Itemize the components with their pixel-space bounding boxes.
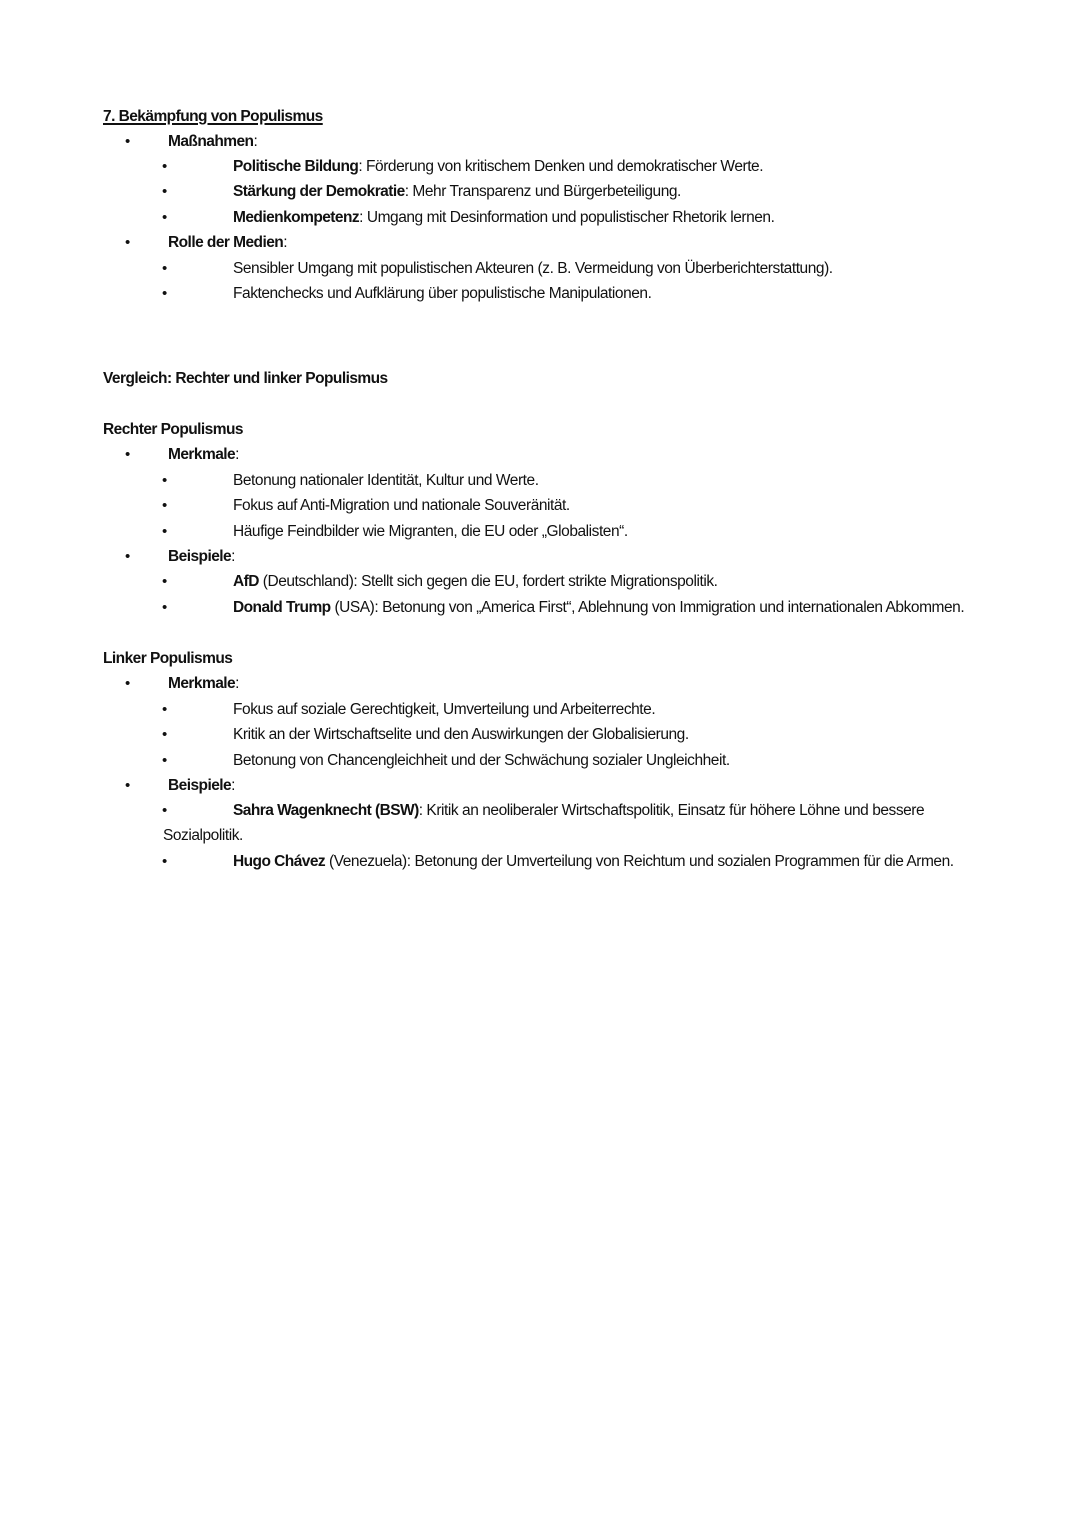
- bullet: •: [162, 285, 167, 302]
- bullet: •: [162, 209, 167, 226]
- bullet: •: [125, 446, 130, 463]
- bullet: •: [162, 726, 167, 743]
- bullet: •: [162, 573, 167, 590]
- bullet: •: [162, 752, 167, 769]
- bullet: •: [162, 472, 167, 489]
- bullet: •: [125, 234, 130, 251]
- bullet: •: [162, 158, 167, 175]
- bullet: •: [162, 599, 167, 616]
- bullet: •: [162, 497, 167, 514]
- section-7-title: 7. Bekämpfung von Populismus: [103, 108, 323, 125]
- bullet: •: [125, 675, 130, 692]
- bullet: •: [125, 548, 130, 565]
- bullet: •: [162, 853, 167, 870]
- bullet: •: [162, 183, 167, 200]
- bullet: •: [162, 523, 167, 540]
- bullet: •: [162, 260, 167, 277]
- vergleich-title: Vergleich: Rechter und linker Populismus: [103, 370, 388, 387]
- links-title: Linker Populismus: [103, 650, 233, 667]
- document-page: 7. Bekämpfung von Populismus • Maßnahmen: • Politische Bildung: Förderung von kritischem Denken und demokratischer Werte. • Stärkung der Demokratie: Mehr Transparenz und Bürgerbeteiligung. • Medienkompetenz: Umgang mit Desinformation und populistischer Rhetorik lernen. • Rolle der Medien: • Sensibler Umgang mit populistischen Akteuren (z. B. Vermeidung von Überberichterstattung). • Faktenchecks und Aufklärung über populistische Manipulationen. Vergleich: Rechter und linker Populismus Rechter Populismus • Merkmale: • Betonung nationaler Identität, Kultur und Werte. • Fokus auf Anti-Migration und nationale Souveränität. • Häufige Feindbilder wie Migranten, die EU oder „Globalisten“. • Beispiele: • AfD (Deutschland): Stellt sich gegen die EU, fordert strikte Migrationspolitik. • Donald Trump (USA): Betonung von „America First“, Ablehnung von Immigration und internationalen Abkommen. Linker Populismus • Merkmale: • Fokus auf soziale Gerechtigkeit, Umverteilung und Arbeiterrechte. • Kritik an der Wirtschaftselite und den Auswirkungen der Globalisierung. • Betonung von Chancengleichheit und der Schwächung sozialer Ungleichheit. • Beispiele: • Sahra Wagenknecht (BSW): Kritik an neoliberaler Wirtschaftspolitik, Einsatz für höhere Löhne und bessere Sozialpolitik. • Hugo Chávez (Venezuela): Betonung der Umverteilung von Reichtum und sozialen Programmen für die Armen.: [0, 0, 1080, 1527]
- bullet: •: [162, 802, 167, 819]
- bullet: •: [162, 701, 167, 718]
- bullet: •: [125, 777, 130, 794]
- bullet: •: [125, 133, 130, 150]
- rechts-title: Rechter Populismus: [103, 421, 243, 438]
